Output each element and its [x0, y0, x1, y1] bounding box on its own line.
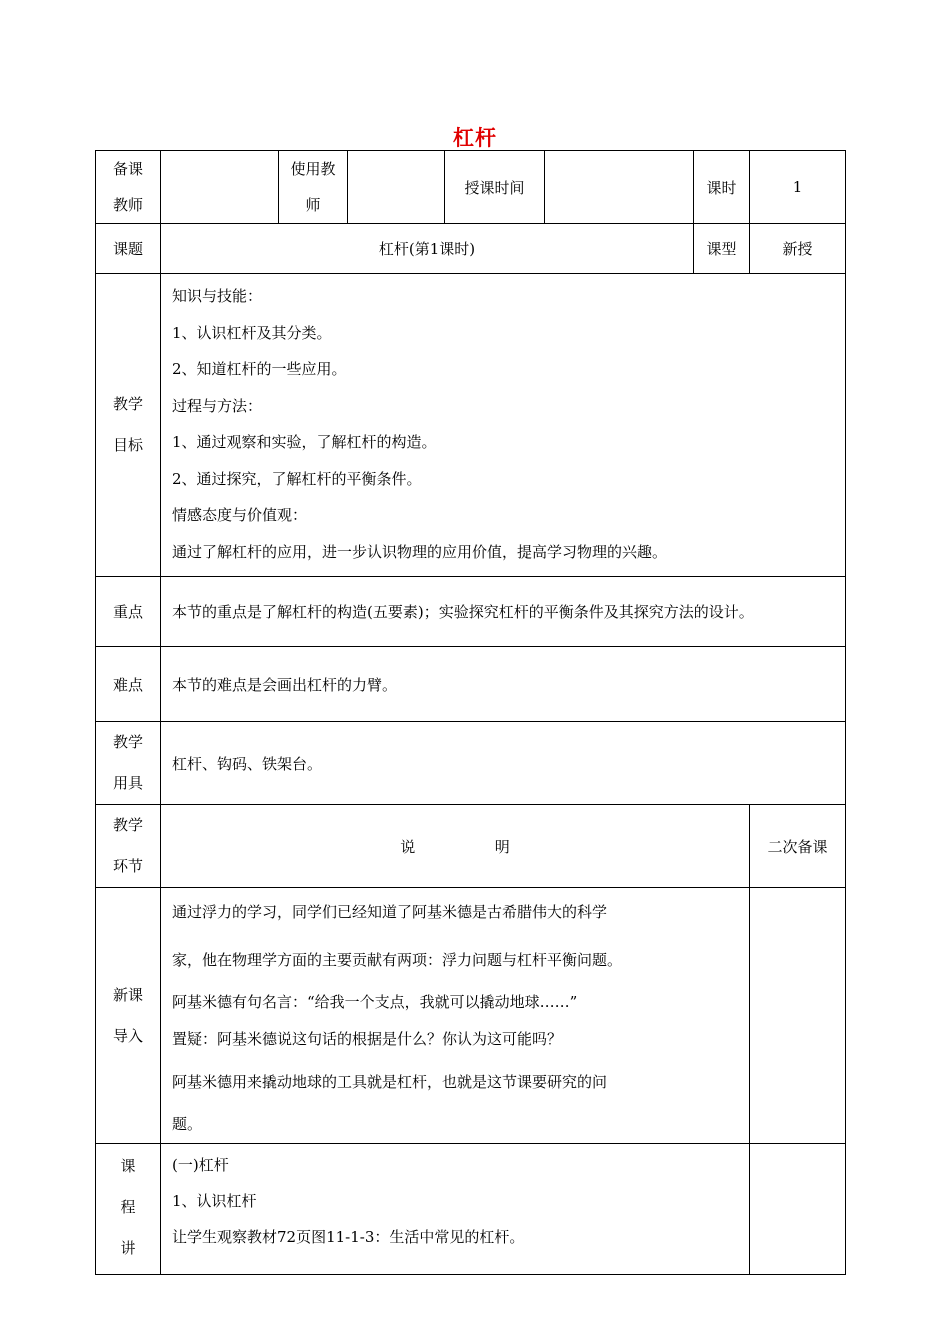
periods-value: 1 — [750, 151, 846, 224]
intro-line: 阿基米德用来撬动地球的工具就是杠杆，也就是这节课要研究的问 — [172, 1073, 608, 1091]
prep-teacher-label-cell — [96, 151, 161, 224]
intro-line: 置疑：阿基米德说这句话的根据是什么？你认为这可能吗？ — [172, 1030, 563, 1048]
objectives-line: 2、通过探究，了解杠杆的平衡条件。 — [172, 469, 422, 488]
page-title: 杠杆 — [453, 126, 497, 150]
intro-line: 通过浮力的学习，同学们已经知道了阿基米德是古希腊伟大的科学 — [172, 903, 608, 921]
process-line: 1、认识杠杆 — [172, 1192, 257, 1210]
key-points-row — [96, 577, 846, 647]
stages-label-1: 教学 — [112, 816, 143, 834]
topic-value: 杠杆(第1课时) — [161, 224, 694, 274]
objectives-line: 2、知道杠杆的一些应用。 — [172, 360, 347, 378]
difficulties-text: 本节的难点是会画出杠杆的力臂。 — [161, 647, 846, 722]
process-line: (一)杠杆 — [172, 1156, 229, 1174]
process-label-2: 程 — [120, 1198, 136, 1216]
intro-line: 题。 — [172, 1115, 203, 1133]
prep-teacher-label-1: 备课 — [112, 160, 143, 178]
intro-content — [161, 888, 750, 1144]
difficulties-label: 难点 — [96, 647, 161, 722]
objectives-line: 知识与技能： — [172, 287, 263, 305]
periods-label: 课时 — [694, 151, 750, 224]
prep-teacher-value — [161, 151, 279, 224]
objectives-line: 1、通过观察和实验，了解杠杆的构造。 — [172, 433, 437, 451]
lesson-plan-table — [95, 150, 846, 1275]
difficulties-row — [96, 647, 846, 722]
process-label-cell — [96, 1144, 161, 1275]
topic-label: 课题 — [96, 224, 161, 274]
process-line: 让学生观察教材72页图11-1-3：生活中常见的杠杆。 — [172, 1228, 525, 1246]
objectives-line: 情感态度与价值观： — [172, 506, 308, 524]
stages-label-2: 环节 — [112, 857, 143, 875]
header-row — [96, 151, 846, 224]
prep-teacher-label-2: 教师 — [112, 196, 143, 214]
process-second-prep — [750, 1144, 846, 1275]
class-time-value — [545, 151, 694, 224]
user-teacher-label-cell — [279, 151, 348, 224]
process-row — [96, 1144, 846, 1275]
process-label-3: 讲 — [120, 1239, 136, 1257]
stages-row — [96, 805, 846, 888]
objectives-line: 通过了解杠杆的应用，进一步认识物理的应用价值，提高学习物理的兴趣。 — [172, 542, 668, 561]
stages-label-cell — [96, 805, 161, 888]
intro-row — [96, 888, 846, 1144]
intro-label-cell — [96, 888, 161, 1144]
user-teacher-value — [348, 151, 445, 224]
intro-line: 阿基米德有句名言：“给我一个支点，我就可以撬动地球……” — [172, 993, 578, 1011]
tools-text: 杠杆、钩码、铁架台。 — [161, 722, 846, 805]
user-teacher-label-2: 师 — [305, 196, 321, 214]
class-time-label: 授课时间 — [445, 151, 545, 224]
objectives-row — [96, 274, 846, 577]
objectives-line: 过程与方法： — [172, 396, 263, 415]
explain-header — [161, 805, 750, 888]
tools-label-2: 用具 — [112, 774, 143, 792]
lesson-type-value: 新授 — [750, 224, 846, 274]
tools-label-cell — [96, 722, 161, 805]
intro-label-2: 导入 — [112, 1026, 143, 1045]
lesson-type-label: 课型 — [694, 224, 750, 274]
explain-label-1: 说 — [400, 837, 416, 856]
process-label-1: 课 — [120, 1157, 136, 1175]
tools-row — [96, 722, 846, 805]
tools-label-1: 教学 — [112, 733, 143, 751]
objectives-label-1: 教学 — [112, 395, 143, 413]
intro-second-prep — [750, 888, 846, 1144]
intro-label-1: 新课 — [112, 985, 143, 1004]
user-teacher-label-1: 使用教 — [290, 160, 336, 178]
key-points-text: 本节的重点是了解杠杆的构造(五要素)；实验探究杠杆的平衡条件及其探究方法的设计。 — [161, 577, 846, 647]
second-prep-header: 二次备课 — [750, 805, 846, 888]
key-points-label: 重点 — [96, 577, 161, 647]
intro-line: 家，他在物理学方面的主要贡献有两项：浮力问题与杠杆平衡问题。 — [172, 951, 623, 969]
objectives-label-cell — [96, 274, 161, 577]
objectives-content — [161, 274, 846, 577]
topic-row — [96, 224, 846, 274]
process-content — [161, 1144, 750, 1275]
objectives-line: 1、认识杠杆及其分类。 — [172, 323, 332, 342]
objectives-label-2: 目标 — [112, 436, 143, 454]
explain-label-2: 明 — [494, 837, 510, 856]
